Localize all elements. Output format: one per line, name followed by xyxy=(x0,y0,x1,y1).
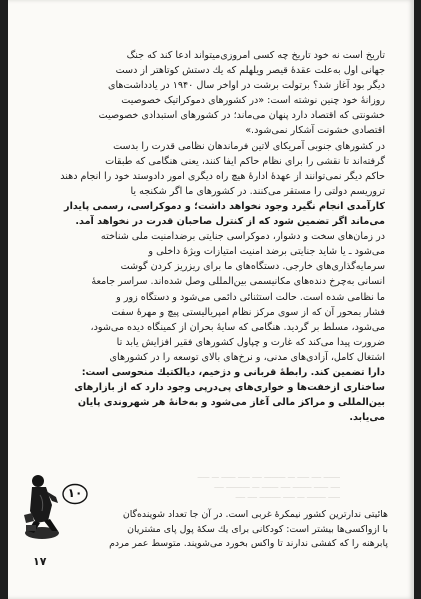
body-line: جهانی اول به‌علت عقده‌ٔ قیصر ویلهلم که یك دستش کوتاهتر از دست xyxy=(115,65,385,77)
body-line: می‌یابد. xyxy=(349,412,385,424)
body-line: دیگر بود آغاز شد؟ برتولت برشت در اواخر سال ۱۹۴۰ در یادداشت‌های xyxy=(107,80,385,92)
body-line: انسانی به‌چرخ دنده‌های مکانیسمی بین‌المللی وصل شده‌اند. سراسر جامعهٔ xyxy=(91,276,385,288)
body-line: فشار بمحور آن که از سوی مرکز نظام امپریالیستی پیچ و مهرهٔ سفت xyxy=(111,306,385,318)
body-text xyxy=(38,48,385,425)
body-line: روزانهٔ خود چنین نوشته است: «در کشورهای دموکراتیک خصوصیت xyxy=(121,95,385,107)
body-line: می‌شود، مسلط بر گردید. هنگامی که سایهٔ بحران از کمینگاه دیده می‌شود، xyxy=(90,321,385,333)
photo-caption xyxy=(70,508,388,552)
body-line: می‌ماند اگر تضمین شود که از کنترل صاحبان قدرت در نخواهد آمد. xyxy=(75,216,385,228)
shoeshine-figure-icon xyxy=(22,471,62,541)
caption-line: هائیتی ندارترین کشور نیمکرهٔ غربی است. در آن جا تعداد شوینده‌گان xyxy=(122,509,388,520)
body-line: سرمایه‌گذاری‌های خارجی. دستگاه‌های ما برای ریزریز کردن گوشت xyxy=(120,261,385,273)
body-line: کارآمدی انجام نگیرد وجود نخواهد داشت؛ و دموکراسی، رسمی پایدار xyxy=(64,200,385,212)
photo-number: ۱۰ xyxy=(67,486,83,500)
body-line: ما نظامی شده است. حالت استثنائی دائمی می‌شود و دستگاه زور و xyxy=(116,291,385,303)
caption-line: با ازواکسی‌ها بیشتر است: کودکانی برای یك سکهٔ پول پای مشتریان xyxy=(127,523,388,535)
body-line: در زمان‌های سخت و دشوار، دموکراسی جنایتی برضدامنیت ملی شناخته xyxy=(100,231,385,243)
body-line: ضرورت پیدا می‌کند که غارت و چپاول کشورهای فقیر افزایش یابد تا xyxy=(116,336,385,348)
body-line: اشتغال کامل، آزادی‌های مدنی، و نرخ‌های بالای توسعه را در کشورهای xyxy=(109,351,385,363)
body-line: اقتصادی خشونت آشکار نمی‌شود.» xyxy=(245,125,385,137)
body-line: گرفته‌اند تا نقشی را برای نظام حاکم ایفا کنند، یعنی هنگامی که طبقات xyxy=(105,155,385,167)
body-line: تروریسم دولتی را مستقر می‌کنند. در کشورهای ما اگر شکنجه یا xyxy=(130,185,385,197)
body-line: بین‌المللی و مراکز مالی آغاز می‌شود و به‌خانهٔ هر شهروندی پایان xyxy=(77,397,385,409)
body-line: دارا تضمین کند. رابطهٔ قربانی و دژخیم، دیالکتیك منحوسی است: xyxy=(81,366,385,378)
page-number: ۱۷ xyxy=(33,555,47,568)
body-line: حاکم دیگر نمی‌توانند از عهدهٔ اداره‌ٔ هیچ راه دیگری امور دادوستد خود را انجام دهند xyxy=(60,170,385,182)
body-line: تاریخ است نه خود تاریخ چه کسی امروزی‌میتواند ادعا کند که جنگ xyxy=(126,50,385,61)
photo-number-badge xyxy=(61,483,89,505)
body-line: می‌شود ـ یا شاید جنایتی برضد امنیت امتیازات ویژهٔ داخلی و xyxy=(148,246,385,258)
bleed-through-text: ـــــــ ــــ ـــــ ـــ ـــــــــ ــــ ـــــ ــــــ ـــ ـــــ ــــ ــــــ ــــــــ ــــ ـــــــ ـــ ــــــــــ ــــ ـــــ ــــــــ ـــ ـــــ ـــــــــ ــــ ــــ xyxy=(197,471,340,500)
caption-line: پابرهنه را که کفشی ندارند تا واکس بخورد می‌شویند. متوسط عمر مردم xyxy=(109,538,388,550)
body-line: خشونتی که اقتصاد دارد پنهان می‌ماند؛ در کشورهای استبدادی خصوصیت xyxy=(98,110,385,122)
body-line: ساختاری ازخفت‌ها و خواری‌های پی‌درپی وجود دارد که از بازارهای xyxy=(74,382,385,394)
body-line: در کشورهای جنوبی آمریکای لاتین فرماندهان نظامی قدرت را بدست xyxy=(113,140,385,152)
